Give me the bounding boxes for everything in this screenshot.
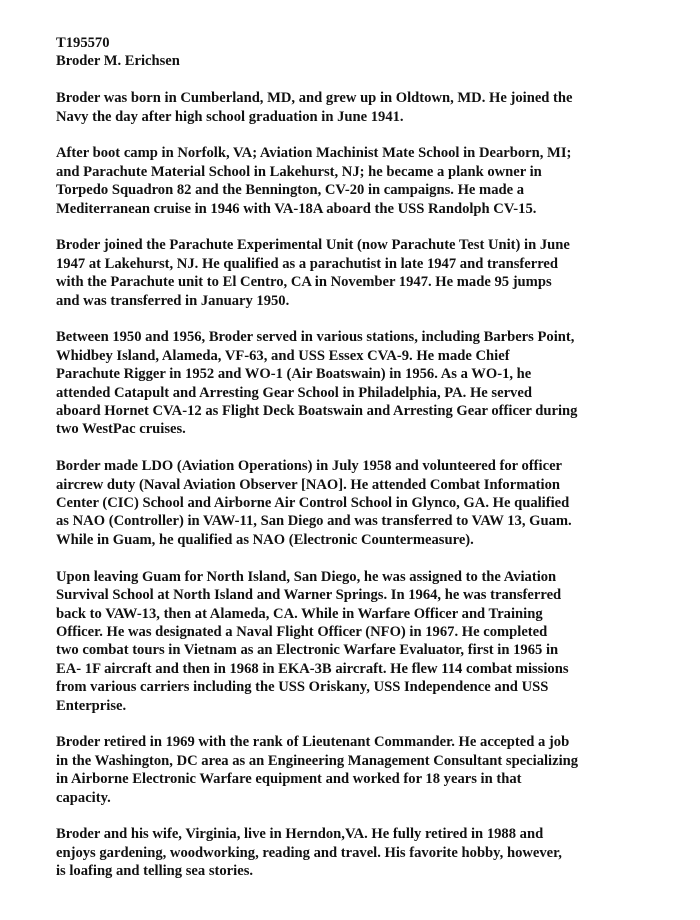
text-line: Survival School at North Island and Warner Springs. In 1964, he was transferred xyxy=(56,587,562,604)
text-line: Upon leaving Guam for North Island, San Diego, he was assigned to the Aviation xyxy=(56,568,557,585)
paragraph-7 xyxy=(56,733,686,807)
text-line: Whidbey Island, Alameda, VF-63, and USS Essex CVA-9. He made Chief xyxy=(56,347,510,364)
text-line: and Parachute Material School in Lakehurst, NJ; he became a plank owner in xyxy=(56,163,542,180)
text-line: capacity. xyxy=(56,789,111,806)
text-line: two WestPac cruises. xyxy=(56,421,186,438)
text-line: aboard Hornet CVA-12 as Flight Deck Boatswain and Arresting Gear officer during xyxy=(56,403,578,420)
text-line: EA- 1F aircraft and then in 1968 in EKA-3B aircraft. He flew 114 combat missions xyxy=(56,660,569,677)
document-id: T195570 xyxy=(56,35,110,51)
paragraph-3 xyxy=(56,236,686,310)
text-line: Border made LDO (Aviation Operations) in July 1958 and volunteered for officer xyxy=(56,458,563,475)
text-line: Broder retired in 1969 with the rank of Lieutenant Commander. He accepted a job xyxy=(56,734,570,751)
paragraph-2 xyxy=(56,144,686,218)
text-line: Torpedo Squadron 82 and the Bennington, CV-20 in campaigns. He made a xyxy=(56,182,525,199)
paragraph-4 xyxy=(56,328,686,438)
paragraph-1 xyxy=(56,89,686,126)
text-line: as NAO (Controller) in VAW-11, San Diego and was transferred to VAW 13, Guam. xyxy=(56,513,572,530)
text-line: aircrew duty (Naval Aviation Observer [NAO]. He attended Combat Information xyxy=(56,476,560,493)
text-line: 1947 at Lakehurst, NJ. He qualified as a parachutist in late 1947 and transferred xyxy=(56,255,559,272)
text-line: Broder and his wife, Virginia, live in Herndon,VA. He fully retired in 1988 and xyxy=(56,826,544,843)
text-line: enjoys gardening, woodworking, reading and travel. His favorite hobby, however, xyxy=(56,844,562,861)
paragraph-5 xyxy=(56,457,686,549)
document-page xyxy=(56,34,686,881)
text-line: in Airborne Electronic Warfare equipment and worked for 18 years in that xyxy=(56,771,522,788)
document-name: Broder M. Erichsen xyxy=(56,53,180,70)
text-line: Parachute Rigger in 1952 and WO-1 (Air Boatswain) in 1956. As a WO-1, he xyxy=(56,366,532,383)
text-line: Center (CIC) School and Airborne Air Control School in Glynco, GA. He qualified xyxy=(56,495,570,512)
text-line: Officer. He was designated a Naval Flight Officer (NFO) in 1967. He completed xyxy=(56,623,548,640)
text-line: While in Guam, he qualified as NAO (Electronic Countermeasure). xyxy=(56,531,474,548)
text-line: two combat tours in Vietnam as an Electronic Warfare Evaluator, first in 1965 in xyxy=(56,642,559,659)
text-line: Between 1950 and 1956, Broder served in various stations, including Barbers Point, xyxy=(56,329,575,346)
text-line: Broder was born in Cumberland, MD, and grew up in Oldtown, MD. He joined the xyxy=(56,90,573,107)
text-line: attended Catapult and Arresting Gear School in Philadelphia, PA. He served xyxy=(56,384,532,401)
text-line: with the Parachute unit to El Centro, CA in November 1947. He made 95 jumps xyxy=(56,274,552,291)
text-line: back to VAW-13, then at Alameda, CA. While in Warfare Officer and Training xyxy=(56,605,543,622)
text-line: and was transferred in January 1950. xyxy=(56,292,290,309)
paragraph-8 xyxy=(56,825,686,880)
text-line: is loafing and telling sea stories. xyxy=(56,863,254,880)
text-line: Navy the day after high school graduation in June 1941. xyxy=(56,108,404,125)
paragraph-6 xyxy=(56,568,686,715)
text-line: After boot camp in Norfolk, VA; Aviation Machinist Mate School in Dearborn, MI; xyxy=(56,145,572,162)
text-line: Broder joined the Parachute Experimental Unit (now Parachute Test Unit) in June xyxy=(56,237,570,254)
text-line: Mediterranean cruise in 1946 with VA-18A aboard the USS Randolph CV-15. xyxy=(56,200,537,217)
text-line: in the Washington, DC area as an Engineering Management Consultant specializing xyxy=(56,752,579,769)
text-line: from various carriers including the USS Oriskany, USS Independence and USS xyxy=(56,679,549,696)
text-line: Enterprise. xyxy=(56,697,127,714)
